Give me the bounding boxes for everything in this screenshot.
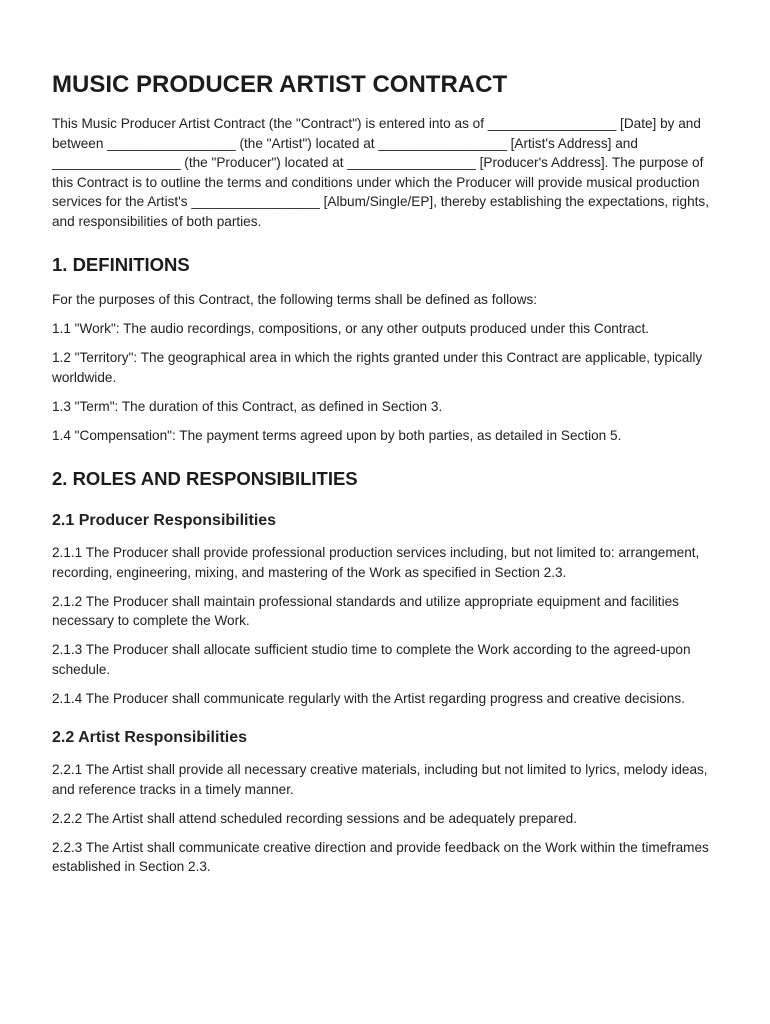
- subsection-heading-artist: 2.2 Artist Responsibilities: [52, 729, 248, 746]
- definitions-lead: For the purposes of this Contract, the following terms shall be defined as follows:: [52, 292, 538, 307]
- section-heading-definitions: 1. DEFINITIONS: [52, 254, 190, 275]
- subsection-heading-producer: 2.1 Producer Responsibilities: [52, 512, 277, 529]
- producer-clause: 2.1.4 The Producer shall communicate regularly with the Artist regarding progress and creative decisions.: [52, 690, 685, 706]
- artist-clause: 2.2.1 The Artist shall provide all necessary creative materials, including but not limited to lyrics, melody ideas, and reference tracks in a timely manner.: [52, 762, 708, 797]
- producer-clause: 2.1.1 The Producer shall provide professional production services including, but not limited to: arrangement, recording, engineering, mixing, and mastering of the Work as specified in Section 2.3.: [52, 545, 700, 580]
- artist-clause: 2.2.2 The Artist shall attend scheduled recording sessions and be adequately prepared.: [52, 810, 577, 826]
- artist-clause: 2.2.3 The Artist shall communicate creative direction and provide feedback on the Work within the timeframes established in Section 2.3.: [52, 839, 709, 874]
- section-heading-roles: 2. ROLES AND RESPONSIBILITIES: [52, 468, 358, 489]
- intro-paragraph: This Music Producer Artist Contract (the "Contract") is entered into as of _________________ [Date] by and between _________________ (the "Artist") located at _________________ [Artist's Address] and _________________ (the "Producer") located at _________________ [Producer's Address]. The purpose of this Contract is to outline the terms and conditions under which the Producer will provide musical production services for the Artist's _________________ [Album/Single/EP], thereby establishing the expectations, rights, and responsibilities of both parties.: [52, 116, 709, 229]
- definition-item: 1.4 "Compensation": The payment terms agreed upon by both parties, as detailed in Section 5.: [52, 427, 622, 443]
- producer-clause: 2.1.3 The Producer shall allocate sufficient studio time to complete the Work according to the agreed-upon schedule.: [52, 642, 691, 677]
- document-title: MUSIC PRODUCER ARTIST CONTRACT: [52, 71, 508, 98]
- definition-item: 1.3 "Term": The duration of this Contract, as defined in Section 3.: [52, 398, 443, 414]
- producer-clause: 2.1.2 The Producer shall maintain professional standards and utilize appropriate equipment and facilities necessary to complete the Work.: [52, 593, 679, 628]
- definition-item: 1.1 "Work": The audio recordings, compositions, or any other outputs produced under this Contract.: [52, 321, 650, 336]
- definition-item: 1.2 "Territory": The geographical area in which the rights granted under this Contract are applicable, typically worldwide.: [52, 350, 703, 385]
